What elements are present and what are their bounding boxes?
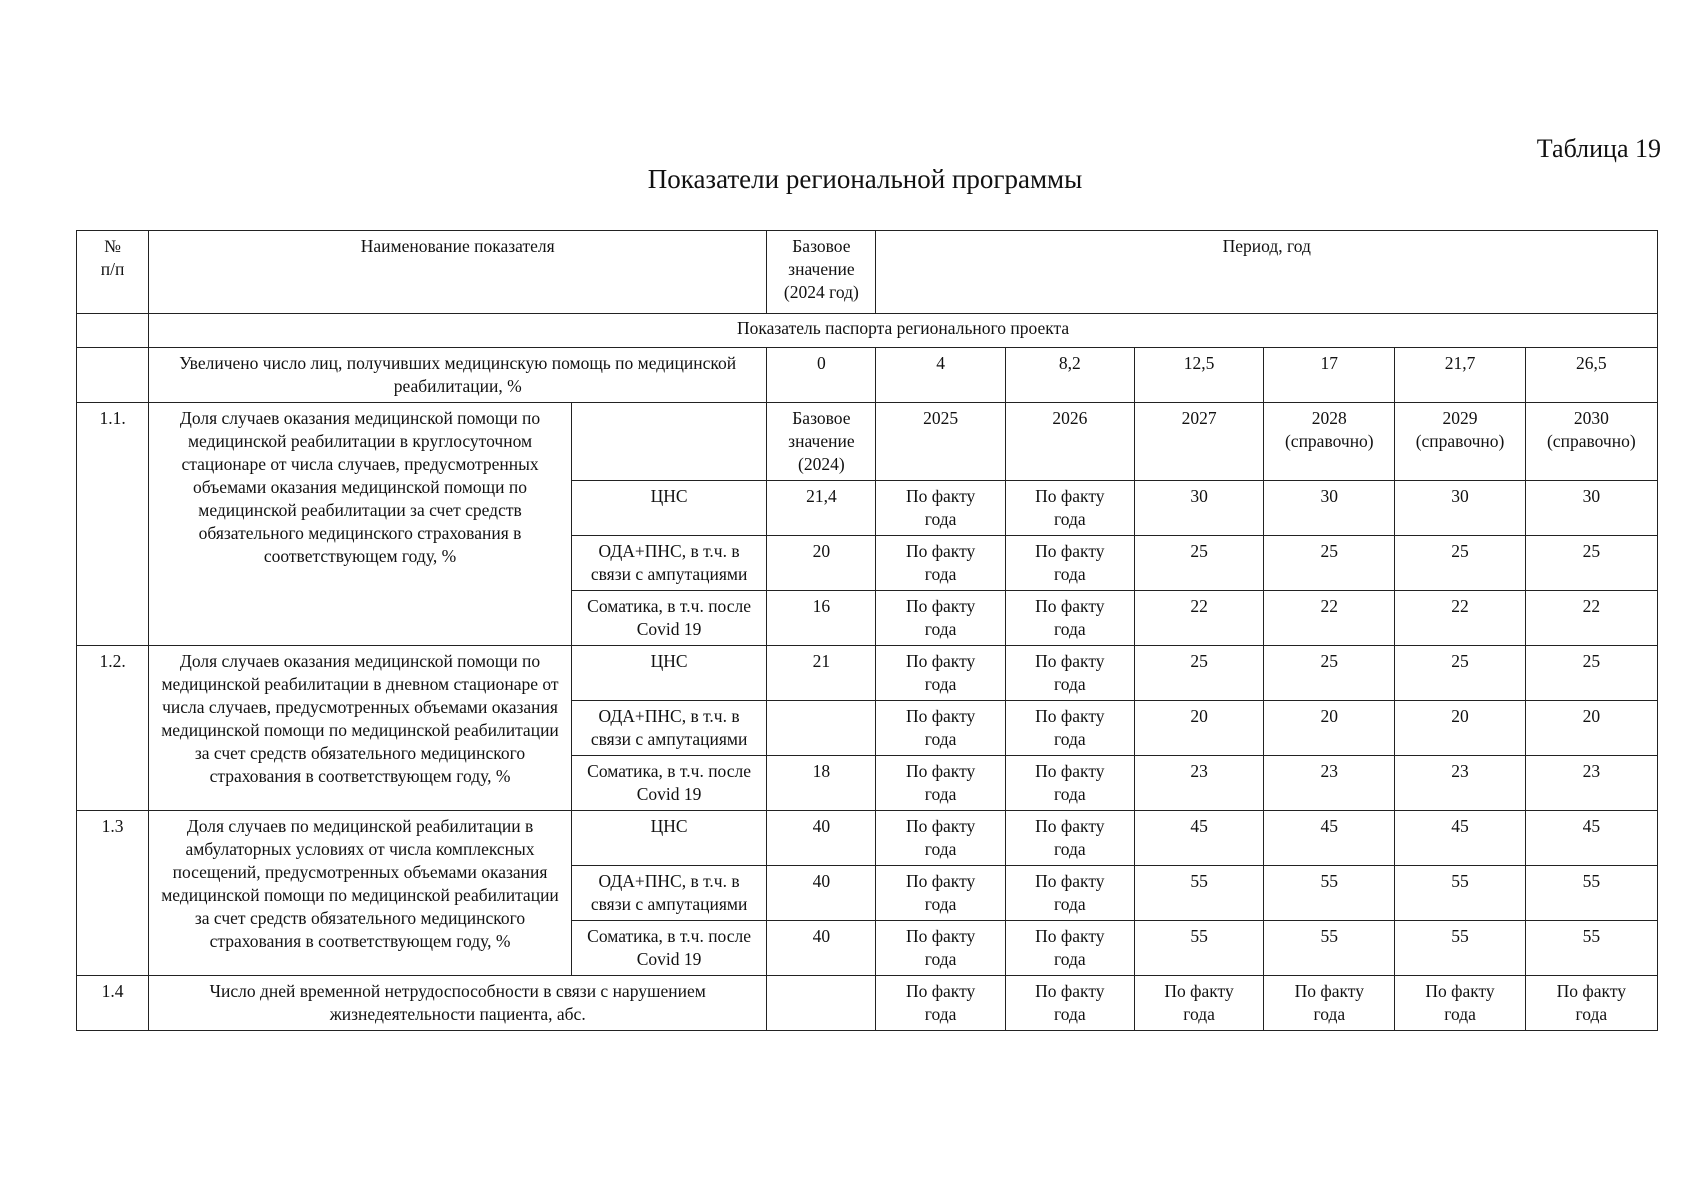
category-empty-cell — [571, 403, 766, 481]
indicator-value: 45 — [1264, 811, 1395, 866]
indicator-value: По факту года — [1005, 701, 1134, 756]
indicator-value — [767, 701, 876, 756]
indicator-value: По факту года — [1005, 536, 1134, 591]
indicator-value: 45 — [1134, 811, 1263, 866]
indicator-value: 30 — [1395, 481, 1525, 536]
indicator-row-last — [77, 976, 1658, 1031]
indicator-value: По факту года — [1264, 976, 1395, 1031]
indicator-name: Число дней временной нетрудоспособности в связи с нарушением жизнедеятельности пациента, абс. — [149, 976, 767, 1031]
category-label: ЦНС — [571, 646, 766, 701]
indicator-value: 25 — [1134, 646, 1263, 701]
indicator-value: 20 — [1134, 701, 1263, 756]
years-header-year: 2030 (справочно) — [1525, 403, 1657, 481]
passport-value: 21,7 — [1395, 348, 1525, 403]
indicator-value: По факту года — [1005, 646, 1134, 701]
indicator-value: 23 — [1264, 756, 1395, 811]
indicator-value: 55 — [1264, 921, 1395, 976]
indicator-value: 40 — [767, 811, 876, 866]
indicator-value: По факту года — [1005, 481, 1134, 536]
category-label: Соматика, в т.ч. после Covid 19 — [571, 591, 766, 646]
category-label: Соматика, в т.ч. после Covid 19 — [571, 921, 766, 976]
category-label: ОДА+ПНС, в т.ч. в связи с ампутациями — [571, 701, 766, 756]
indicator-value: 45 — [1395, 811, 1525, 866]
table-header-row — [77, 231, 1658, 314]
indicator-value: 30 — [1525, 481, 1657, 536]
indicator-value: 23 — [1525, 756, 1657, 811]
indicator-value: По факту года — [876, 811, 1005, 866]
indicator-value: По факту года — [876, 536, 1005, 591]
indicators-table-body — [77, 231, 1658, 1031]
indicator-value: 40 — [767, 866, 876, 921]
indicator-value: 23 — [1134, 756, 1263, 811]
table-number: Таблица 19 — [1536, 134, 1661, 163]
indicator-value: По факту года — [876, 591, 1005, 646]
indicators-table — [76, 230, 1658, 1031]
indicator-value: По факту года — [1525, 976, 1657, 1031]
indicator-value: 55 — [1134, 866, 1263, 921]
indicator-row — [77, 811, 1658, 866]
indicator-value: 21 — [767, 646, 876, 701]
indicator-value: По факту года — [1005, 591, 1134, 646]
indicator-value: 55 — [1395, 921, 1525, 976]
indicator-value: 20 — [1525, 701, 1657, 756]
indicator-value: 21,4 — [767, 481, 876, 536]
category-label: ОДА+ПНС, в т.ч. в связи с ампутациями — [571, 866, 766, 921]
indicator-value: По факту года — [1134, 976, 1263, 1031]
years-header-year: 2027 — [1134, 403, 1263, 481]
passport-num-cell — [77, 348, 149, 403]
category-label: ЦНС — [571, 811, 766, 866]
indicator-value: 55 — [1134, 921, 1263, 976]
indicator-value: 25 — [1525, 646, 1657, 701]
years-header-row — [77, 403, 1658, 481]
indicator-value: По факту года — [1005, 756, 1134, 811]
indicator-value: 55 — [1264, 866, 1395, 921]
indicator-value: 22 — [1134, 591, 1263, 646]
passport-row — [77, 348, 1658, 403]
indicator-value: По факту года — [1005, 976, 1134, 1031]
years-header-year: 2028 (справочно) — [1264, 403, 1395, 481]
indicator-value: По факту года — [876, 756, 1005, 811]
indicator-value: 55 — [1395, 866, 1525, 921]
category-label: ЦНС — [571, 481, 766, 536]
indicator-value: 25 — [1395, 646, 1525, 701]
indicator-value: По факту года — [876, 976, 1005, 1031]
indicator-value: 30 — [1264, 481, 1395, 536]
indicator-value: По факту года — [1005, 866, 1134, 921]
passport-value: 26,5 — [1525, 348, 1657, 403]
section-row — [77, 314, 1658, 348]
indicator-value: По факту года — [1005, 811, 1134, 866]
indicator-value: 22 — [1525, 591, 1657, 646]
indicator-value: По факту года — [1005, 921, 1134, 976]
indicator-value: 45 — [1525, 811, 1657, 866]
section-num-cell — [77, 314, 149, 348]
header-num: № п/п — [77, 231, 149, 314]
passport-value: 12,5 — [1134, 348, 1263, 403]
indicator-value: 20 — [767, 536, 876, 591]
indicator-value: По факту года — [876, 481, 1005, 536]
category-label: Соматика, в т.ч. после Covid 19 — [571, 756, 766, 811]
indicator-value: По факту года — [1395, 976, 1525, 1031]
indicator-value: 22 — [1395, 591, 1525, 646]
indicator-value — [767, 976, 876, 1031]
indicator-num: 1.4 — [77, 976, 149, 1031]
years-header-year: 2029 (справочно) — [1395, 403, 1525, 481]
years-header-base: Базовое значение (2024) — [767, 403, 876, 481]
indicator-num: 1.3 — [77, 811, 149, 976]
header-period: Период, год — [876, 231, 1658, 314]
indicator-name: Доля случаев оказания медицинской помощи по медицинской реабилитации в дневном стационаре от числа случаев, предусмотренных объемами оказания медицинской помощи по медицинской реабилитации за счет средств обязательного медицинского страхования в соответствующем году, % — [149, 646, 572, 811]
indicator-value: 40 — [767, 921, 876, 976]
indicator-value: По факту года — [876, 866, 1005, 921]
header-base: Базовое значение (2024 год) — [767, 231, 876, 314]
passport-value: 17 — [1264, 348, 1395, 403]
indicator-num: 1.2. — [77, 646, 149, 811]
indicator-value: 23 — [1395, 756, 1525, 811]
indicator-value: По факту года — [876, 646, 1005, 701]
indicator-value: 18 — [767, 756, 876, 811]
indicator-value: По факту года — [876, 921, 1005, 976]
indicator-value: 25 — [1134, 536, 1263, 591]
passport-value: 4 — [876, 348, 1005, 403]
indicator-value: 25 — [1264, 536, 1395, 591]
indicator-value: 55 — [1525, 866, 1657, 921]
passport-indicator-name: Увеличено число лиц, получивших медицинскую помощь по медицинской реабилитации, % — [149, 348, 767, 403]
indicator-value: 20 — [1264, 701, 1395, 756]
years-header-year: 2025 — [876, 403, 1005, 481]
indicator-name: Доля случаев по медицинской реабилитации в амбулаторных условиях от числа комплексных посещений, предусмотренных объемами оказания медицинской помощи по медицинской реабилитации за счет средств обязательного медицинского страхования в соответствующем году, % — [149, 811, 572, 976]
document-title: Показатели региональной программы — [647, 164, 1083, 194]
passport-value: 8,2 — [1005, 348, 1134, 403]
section-label: Показатель паспорта регионального проекта — [149, 314, 1658, 348]
category-label: ОДА+ПНС, в т.ч. в связи с ампутациями — [571, 536, 766, 591]
header-name: Наименование показателя — [149, 231, 767, 314]
indicator-value: По факту года — [876, 701, 1005, 756]
passport-value: 0 — [767, 348, 876, 403]
indicator-num: 1.1. — [77, 403, 149, 646]
indicator-value: 20 — [1395, 701, 1525, 756]
indicator-value: 25 — [1264, 646, 1395, 701]
indicator-value: 25 — [1525, 536, 1657, 591]
indicator-name: Доля случаев оказания медицинской помощи по медицинской реабилитации в круглосуточном стационаре от числа случаев, предусмотренных объемами оказания медицинской помощи по медицинской реабилитации за счет средств обязательного медицинского страхования в соответствующем году, % — [149, 403, 572, 646]
indicator-row — [77, 646, 1658, 701]
years-header-year: 2026 — [1005, 403, 1134, 481]
indicator-value: 22 — [1264, 591, 1395, 646]
indicator-value: 55 — [1525, 921, 1657, 976]
indicator-value: 30 — [1134, 481, 1263, 536]
indicator-value: 16 — [767, 591, 876, 646]
indicator-value: 25 — [1395, 536, 1525, 591]
